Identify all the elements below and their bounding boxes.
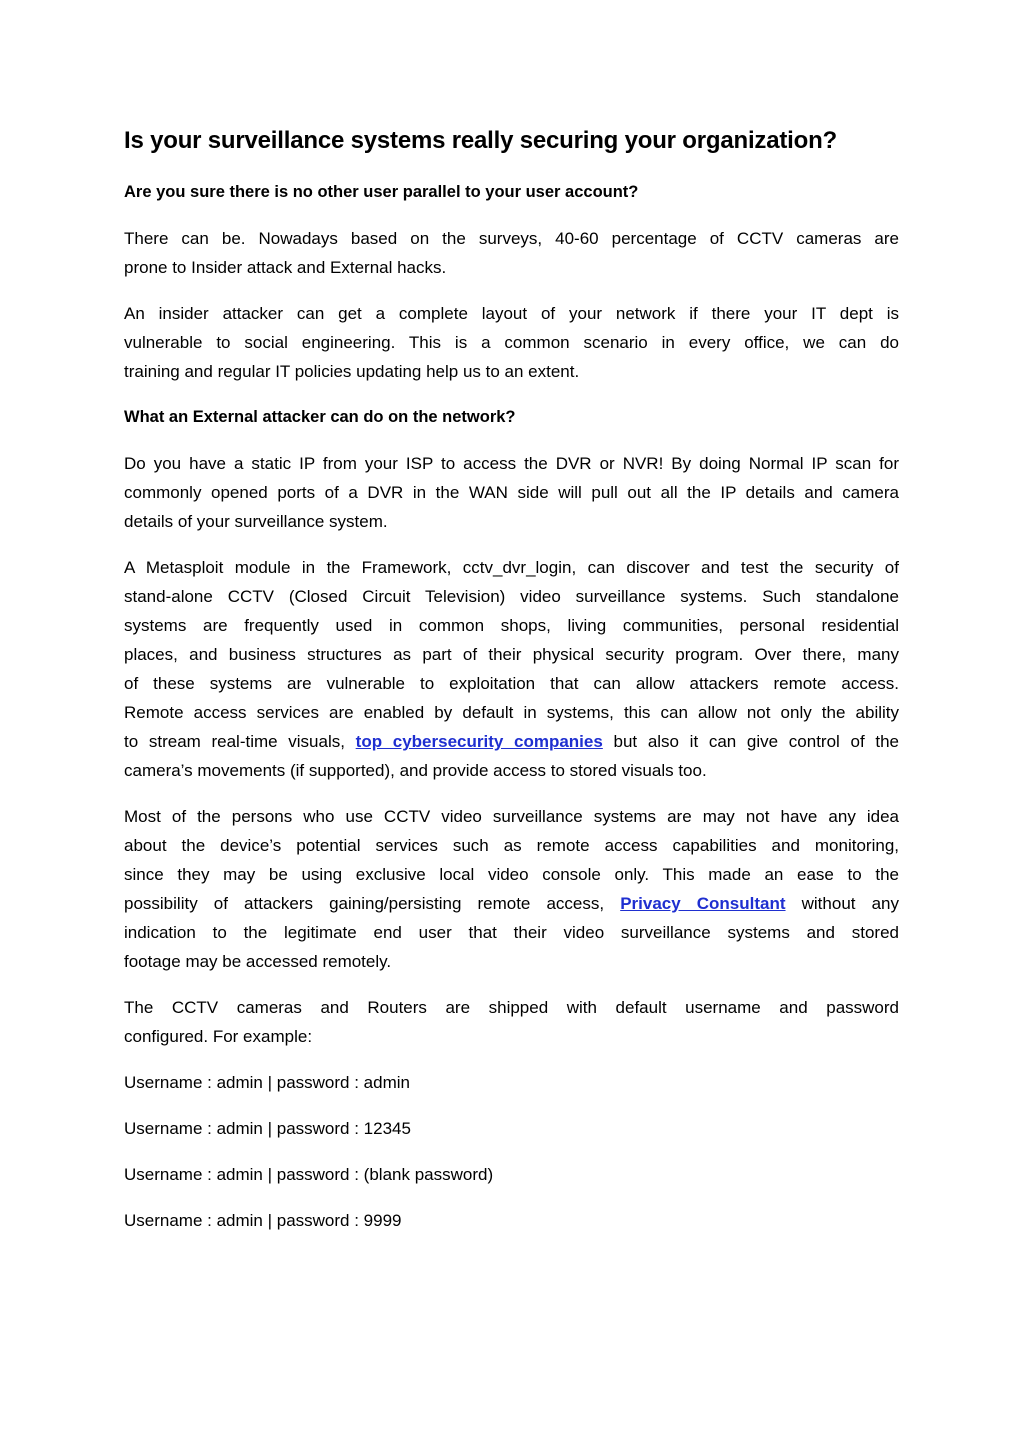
paragraph-metasploit [124,553,899,785]
paragraph-insider [124,299,899,386]
credential-line: Username : admin | password : (blank password) [124,1165,494,1184]
paragraph-line: commonly opened ports of a DVR in the WAN side will pull out all the IP details and camera [124,483,899,502]
paragraph-line: An insider attacker can get a complete layout of your network if there your IT dept is [124,304,899,323]
top-cybersecurity-companies-link[interactable]: top cybersecurity companies [355,732,603,751]
link-prefix-text: to stream real-time visuals, [124,732,356,751]
paragraph-line: systems are frequently used in common shops, living communities, personal residential [124,616,899,635]
paragraph-line: about the device’s potential services such as remote access capabilities and monitoring, [124,836,899,855]
paragraph-line: stand-alone CCTV (Closed Circuit Television) video surveillance systems. Such standalone [124,587,899,606]
paragraph-line: configured. For example: [124,1027,313,1046]
credential-line: Username : admin | password : 9999 [124,1211,402,1230]
paragraph-line: A Metasploit module in the Framework, cctv_dvr_login, can discover and test the security of [124,558,899,577]
paragraph-line: Most of the persons who use CCTV video surveillance systems are may not have any idea [124,807,899,826]
paragraph-line: of these systems are vulnerable to exploitation that can allow attackers remote access. [124,674,899,693]
paragraph-default-credentials [124,993,899,1051]
paragraph-line: Remote access services are enabled by default in systems, this can allow not only the ability [124,703,899,722]
credential-line: Username : admin | password : 12345 [124,1119,411,1138]
paragraph-line-with-link [124,727,899,756]
privacy-consultant-link[interactable]: Privacy Consultant [620,894,786,913]
paragraph-line: Do you have a static IP from your ISP to access the DVR or NVR! By doing Normal IP scan for [124,454,899,473]
paragraph-line: There can be. Nowadays based on the surveys, 40-60 percentage of CCTV cameras are [124,229,899,248]
link-prefix-text: possibility of attackers gaining/persisting remote access, [124,894,621,913]
paragraph-line-with-link [124,889,899,918]
paragraph-static-ip [124,449,899,536]
link-suffix-text: without any [785,894,899,913]
paragraph-line: The CCTV cameras and Routers are shipped with default username and password [124,998,899,1017]
document-title: Is your surveillance systems really securing your organization? [124,127,838,154]
paragraph-surveys [124,224,899,282]
question-external-attacker: What an External attacker can do on the network? [124,408,516,426]
question-user-account: Are you sure there is no other user parallel to your user account? [124,183,639,201]
paragraph-line: places, and business structures as part of their physical security program. Over there, many [124,645,899,664]
paragraph-line: prone to Insider attack and External hacks. [124,258,447,277]
paragraph-line: training and regular IT policies updating help us to an extent. [124,362,580,381]
credential-line: Username : admin | password : admin [124,1073,410,1092]
paragraph-line: vulnerable to social engineering. This is a common scenario in every office, we can do [124,333,899,352]
paragraph-line: indication to the legitimate end user that their video surveillance systems and stored [124,923,899,942]
paragraph-line: camera’s movements (if supported), and provide access to stored visuals too. [124,761,707,780]
paragraph-line: footage may be accessed remotely. [124,952,392,971]
paragraph-remote-access [124,802,899,976]
paragraph-line: since they may be using exclusive local video console only. This made an ease to the [124,865,899,884]
link-suffix-text: but also it can give control of the [602,732,899,751]
paragraph-line: details of your surveillance system. [124,512,388,531]
